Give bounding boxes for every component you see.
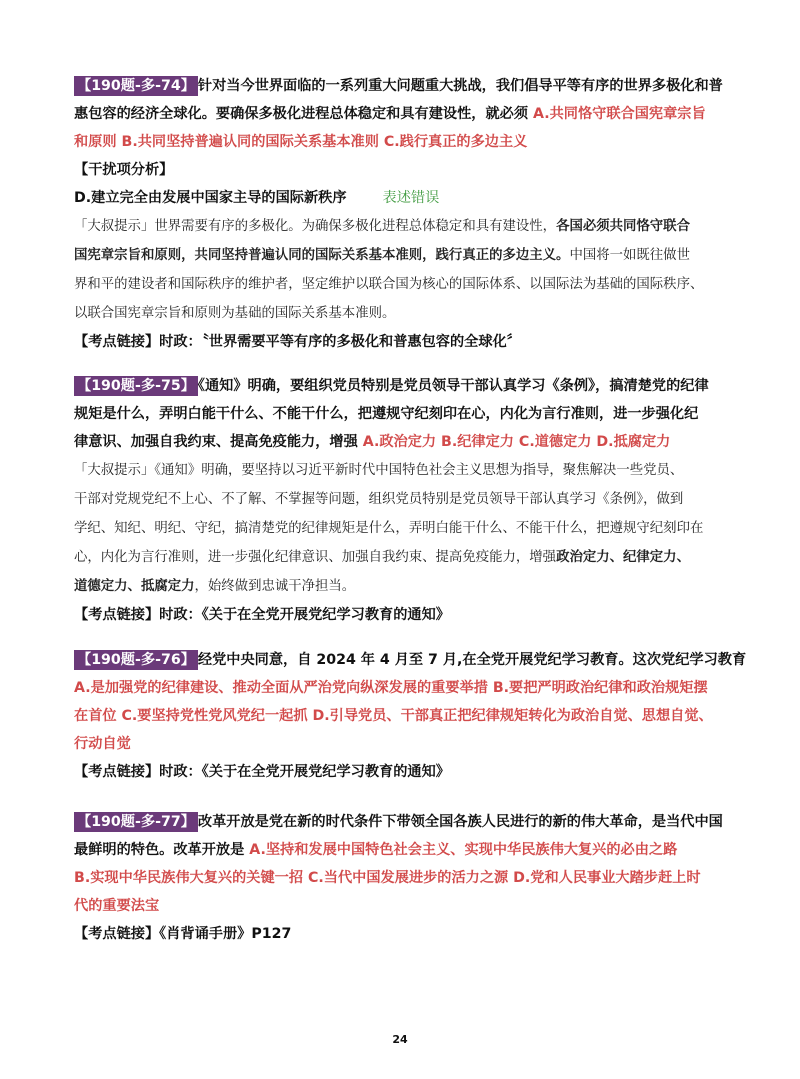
answer-text: A.坚持和发展中国特色社会主义、实现中华民族伟大复兴的必由之路 (249, 842, 678, 858)
page-number: 24 (392, 1033, 408, 1046)
answer-text: 和原则 B.共同坚持普遍认同的国际关系基本准则 C.践行真正的多边主义 (74, 134, 528, 150)
q75-line-1: 【190题-多-75】 《通知》明确，要组织党员特别是党员领导干部认真学习《条例》，搞清楚党的纪律 (74, 372, 734, 400)
q75-line-3: 律意识、加强自我约束、提高免疫能力，增强 A.政治定力 B.纪律定力 C.道德定力 D.抵腐定力 (74, 434, 671, 450)
hint-line: 学纪、知纪、明纪、守纪，搞清楚党的纪律规矩是什么，弄明白能干什么、不能干什么，把遵规守纪刻印在 (74, 521, 704, 536)
question-76 (74, 646, 747, 786)
answer-text: 代的重要法宝 (74, 898, 160, 914)
question-75 (74, 372, 734, 629)
distractor-remark: 表述错误 (382, 190, 440, 206)
answer-text: 行动自觉 (74, 736, 131, 752)
answer-text: B.实现中华民族伟大复兴的关键一招 C.当代中国发展进步的活力之源 D.党和人民事业大踏步赶上时 (74, 870, 701, 886)
hint-line: 心，内化为言行准则，进一步强化纪律意识、加强自我约束、提高免疫能力，增强政治定力、纪律定力、 (74, 549, 690, 565)
q74-line-2: 惠包容的经济全球化。要确保多极化进程总体稳定和具有建设性，就必须 A.共同恪守联合国宪章宗旨 (74, 106, 706, 122)
q76-line-1: 【190题-多-76】 经党中央同意，自 2024 年 4 月至 7 月,在全党开展党纪学习教育。这次党纪学习教育 (74, 646, 734, 674)
distractor-heading: 【干扰项分析】 (74, 162, 174, 178)
hint-line: 道德定力、抵腐定力，始终做到忠诚干净担当。 (74, 578, 356, 594)
q77-line-2: 最鲜明的特色。改革开放是 A.坚持和发展中国特色社会主义、实现中华民族伟大复兴的必由之路 (74, 842, 678, 858)
answer-text: A.政治定力 B.纪律定力 C.道德定力 D.抵腐定力 (362, 434, 671, 450)
key-point-link: 【考点链接】《肖背诵手册》P127 (74, 926, 292, 942)
hint-line: 「大叔提示」世界需要有序的多极化。为确保多极化进程总体稳定和具有建设性，各国必须共同恪守联合 (74, 218, 690, 234)
q77-line-1: 【190题-多-77】 改革开放是党在新的时代条件下带领全国各族人民进行的新的伟大革命，是当代中国 (74, 808, 734, 836)
hint-line: 干部对党规党纪不上心、不了解、不掌握等问题，组织党员特别是党员领导干部认真学习《条例》，做到 (74, 492, 684, 507)
question-tag: 【190题-多-77】 (74, 812, 198, 832)
question-tag: 【190题-多-74】 (74, 76, 198, 96)
distractor-option: D.建立完全由发展中国家主导的国际新秩序 表述错误 (74, 190, 440, 206)
key-point-link: 【考点链接】时政：《关于在全党开展党纪学习教育的通知》 (74, 764, 450, 780)
q75-line-2: 规矩是什么，弄明白能干什么、不能干什么，把遵规守纪刻印在心，内化为言行准则，进一步强化纪 (74, 406, 699, 422)
hint-line: 以联合国宪章宗旨和原则为基础的国际关系基本准则。 (74, 306, 396, 321)
answer-text: A.是加强党的纪律建设、推动全面从严治党向纵深发展的重要举措 B.要把严明政治纪律和政治规矩摆 (74, 680, 708, 696)
hint-line: 国宪章宗旨和原则，共同坚持普遍认同的国际关系基本准则，践行真正的多边主义。中国将一如既往做世 (74, 247, 690, 263)
q74-line-1: 【190题-多-74】 针对当今世界面临的一系列重大问题重大挑战，我们倡导平等有序的世界多极化和普 (74, 72, 734, 100)
question-tag: 【190题-多-75】 (74, 376, 198, 396)
question-77 (74, 808, 734, 948)
key-point-link: 【考点链接】时政：《关于在全党开展党纪学习教育的通知》 (74, 607, 450, 623)
answer-text: 在首位 C.要坚持党性党风党纪一起抓 D.引导党员、干部真正把纪律规矩转化为政治自觉、思想自觉、 (74, 708, 713, 724)
key-point-link: 【考点链接】时政：〝世界需要平等有序的多极化和普惠包容的全球化〞 (74, 334, 521, 350)
answer-text: A.共同恪守联合国宪章宗旨 (532, 106, 706, 122)
question-tag: 【190题-多-76】 (74, 650, 198, 670)
question-74 (74, 72, 734, 356)
hint-line: 「大叔提示」《通知》明确，要坚持以习近平新时代中国特色社会主义思想为指导，聚焦解决一些党员、 (74, 463, 684, 478)
hint-line: 界和平的建设者和国际秩序的维护者，坚定维护以联合国为核心的国际体系、以国际法为基础的国际秩序、 (74, 277, 704, 292)
